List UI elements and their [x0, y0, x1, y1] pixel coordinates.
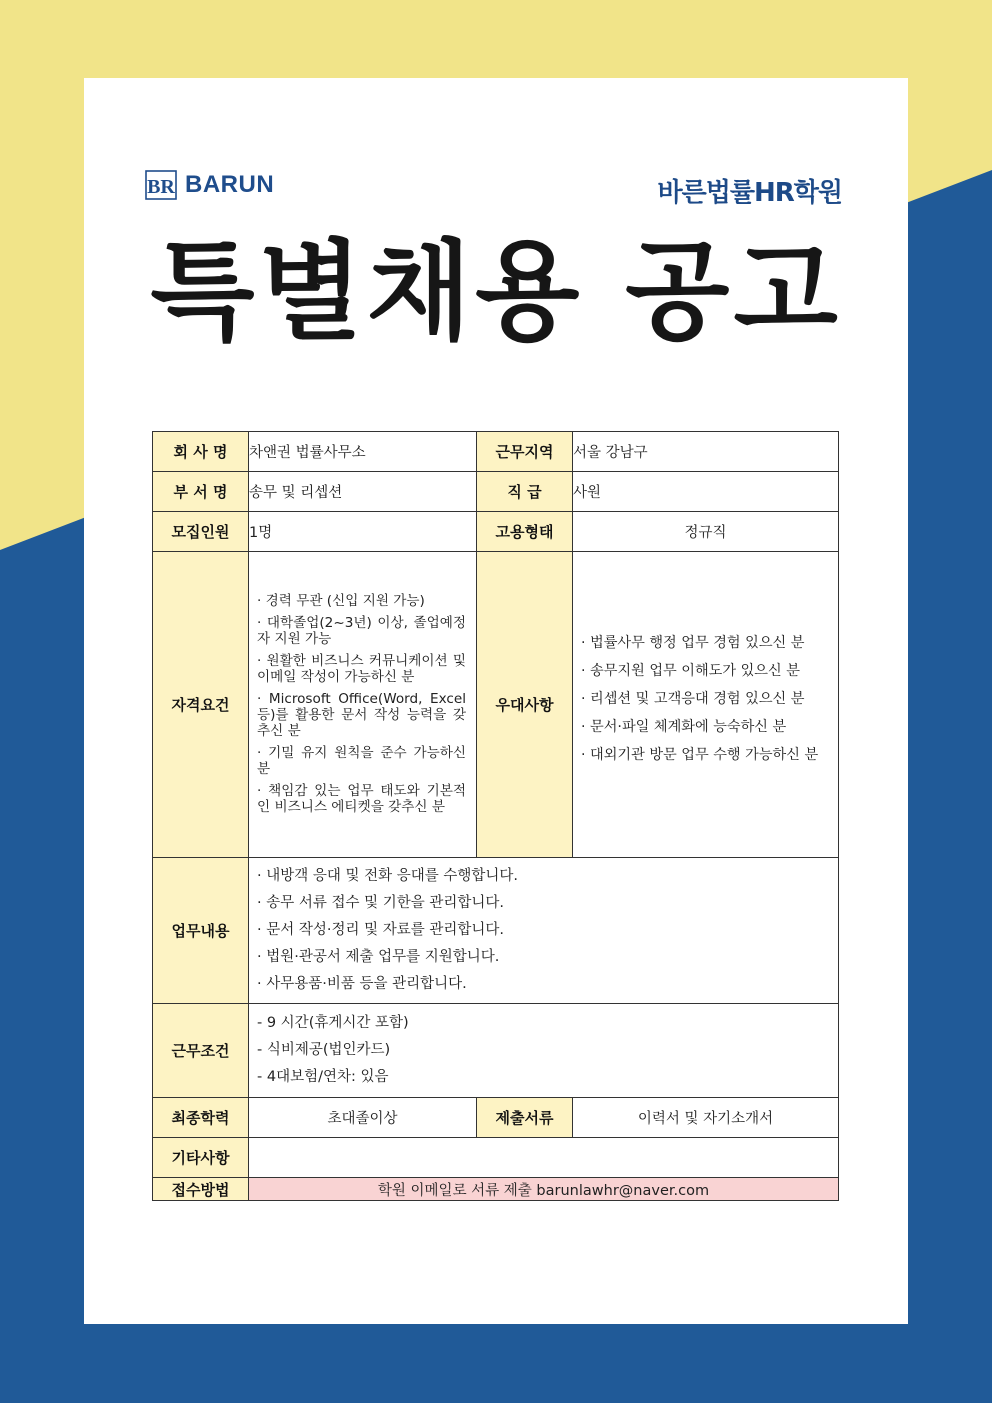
- academy-name: 바른법률HR학원: [657, 178, 842, 208]
- list-item: · 원활한 비즈니스 커뮤니케이션 및 이메일 작성이 가능하신 분: [257, 652, 466, 685]
- table-row: [153, 552, 839, 858]
- list-item: · 책임감 있는 업무 태도와 기본적인 비즈니스 에티켓을 갖추신 분: [257, 782, 466, 815]
- list-item: · 리셉션 및 고객응대 경험 있으신 분: [581, 690, 805, 707]
- list-item: · 송무지원 업무 이해도가 있으신 분: [581, 662, 800, 679]
- education-label: 최종학력: [153, 1098, 249, 1138]
- preferences-list: [573, 628, 838, 782]
- list-item: · 기밀 유지 원칙을 준수 가능하신 분: [257, 744, 466, 777]
- list-item: · Microsoft Office(Word, Excel 등)를 활용한 문서 작성 능력을 갖추신 분: [257, 690, 466, 739]
- qualifications-cell: [249, 552, 477, 858]
- duties-label: 업무내용: [153, 858, 249, 1004]
- apply-label: 접수방법: [153, 1178, 249, 1201]
- br-logo-icon: [145, 170, 177, 200]
- table-row: [153, 1098, 839, 1138]
- conditions-list: [249, 1005, 838, 1096]
- location-label: 근무지역: [477, 432, 573, 472]
- company-value: 차앤권 법률사무소: [249, 432, 477, 472]
- qualifications-label: 자격요건: [153, 552, 249, 858]
- list-item: - 4대보험/연차: 있음: [257, 1069, 389, 1085]
- duties-cell: [249, 858, 839, 1004]
- barun-logo: [145, 170, 274, 200]
- location-value: 서울 강남구: [573, 432, 839, 472]
- barun-logo-text: BARUN: [185, 171, 275, 198]
- list-item: · 사무용품·비품 등을 관리합니다.: [257, 976, 467, 992]
- etc-label: 기타사항: [153, 1138, 249, 1178]
- list-item: · 문서 작성·정리 및 자료를 관리합니다.: [257, 922, 504, 938]
- list-item: · 대외기관 방문 업무 수행 가능하신 분: [581, 746, 819, 763]
- documents-value: 이력서 및 자기소개서: [573, 1098, 839, 1138]
- preferences-label: 우대사항: [477, 552, 573, 858]
- svg-text:BR: BR: [147, 176, 175, 198]
- employment-label: 고용형태: [477, 512, 573, 552]
- table-row: [153, 858, 839, 1004]
- qualifications-list: [249, 587, 476, 823]
- list-item: · 대학졸업(2~3년) 이상, 졸업예정자 지원 가능: [257, 614, 466, 647]
- headcount-value: 1명: [249, 512, 477, 552]
- list-item: - 식비제공(법인카드): [257, 1042, 391, 1058]
- education-value: 초대졸이상: [249, 1098, 477, 1138]
- list-item: · 송무 서류 접수 및 기한을 관리합니다.: [257, 895, 504, 911]
- table-row: [153, 512, 839, 552]
- table-row: [153, 432, 839, 472]
- list-item: - 9 시간(휴게시간 포함): [257, 1015, 409, 1031]
- apply-value: 학원 이메일로 서류 제출 barunlawhr@naver.com: [249, 1178, 839, 1201]
- rank-label: 직 급: [477, 472, 573, 512]
- list-item: · 경력 무관 (신입 지원 가능): [257, 592, 425, 609]
- company-label: 회 사 명: [153, 432, 249, 472]
- documents-label: 제출서류: [477, 1098, 573, 1138]
- dept-label: 부 서 명: [153, 472, 249, 512]
- conditions-cell: [249, 1004, 839, 1098]
- table-row: [153, 1004, 839, 1098]
- list-item: · 내방객 응대 및 전화 응대를 수행합니다.: [257, 868, 518, 884]
- etc-value: [249, 1138, 839, 1178]
- list-item: · 문서·파일 체계화에 능숙하신 분: [581, 718, 787, 735]
- table-row: [153, 472, 839, 512]
- table-row: [153, 1178, 839, 1201]
- duties-list: [249, 858, 838, 1003]
- employment-value: 정규직: [573, 512, 839, 552]
- conditions-label: 근무조건: [153, 1004, 249, 1098]
- dept-value: 송무 및 리셉션: [249, 472, 477, 512]
- rank-value: 사원: [573, 472, 839, 512]
- page-title: 특별채용 공고: [150, 230, 842, 355]
- headcount-label: 모집인원: [153, 512, 249, 552]
- list-item: · 법원·관공서 제출 업무를 지원합니다.: [257, 949, 500, 965]
- job-info-table: [152, 431, 839, 1201]
- table-row: [153, 1138, 839, 1178]
- list-item: · 법률사무 행정 업무 경험 있으신 분: [581, 634, 805, 651]
- preferences-cell: [573, 552, 839, 858]
